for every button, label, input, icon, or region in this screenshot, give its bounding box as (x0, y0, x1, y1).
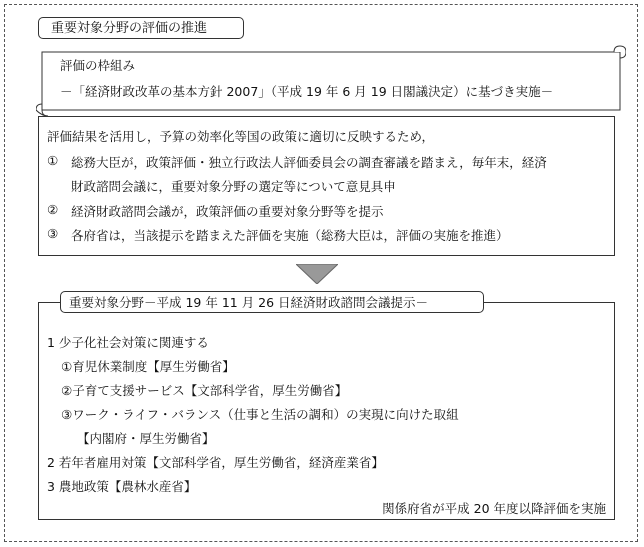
down-arrow-icon (296, 264, 338, 284)
framework-basis: －「経済財政改革の基本方針 2007」（平成 19 年 6 月 19 日閣議決定）に基づき実施－ (60, 84, 554, 99)
step-1-number: ① (47, 153, 59, 168)
area-item-2: 2 若年者雇用対策【文部科学省，厚生労働省，経済産業省】 (47, 455, 384, 470)
area-sub-1: ①育児休業制度【厚生労働省】 (61, 359, 235, 374)
process-intro: 評価結果を活用し，予算の効率化等国の政策に適切に反映するため， (47, 129, 435, 144)
scroll-shape (36, 44, 626, 116)
step-2-text: 経済財政諮問会議が，政策評価の重要対象分野等を提示 (71, 204, 384, 219)
areas-box (38, 302, 615, 520)
step-1-text: 総務大臣が，政策評価・独立行政法人評価委員会の調査審議を踏まえ，毎年末，経済 (71, 155, 547, 170)
framework-scroll-banner (36, 44, 626, 116)
areas-footnote: 関係府省が平成 20 年度以降評価を実施 (382, 501, 606, 516)
step-1-continuation: 財政諮問会議に，重要対象分野の選定等について意見具申 (71, 179, 396, 194)
step-3-text: 各府省は，当該提示を踏まえた評価を実施（総務大臣は，評価の実施を推進） (71, 228, 509, 243)
area-item-1: 1 少子化社会対策に関連する (47, 335, 209, 350)
step-2-number: ② (47, 202, 59, 217)
framework-heading: 評価の枠組み (60, 58, 136, 73)
area-item-3: 3 農地政策【農林水産省】 (47, 479, 197, 494)
areas-label: 重要対象分野－平成 19 年 11 月 26 日経済財政諮問会議提示－ (60, 291, 484, 313)
area-sub-2: ②子育て支援サービス【文部科学省，厚生労働省】 (61, 383, 348, 398)
area-sub-3-continuation: 【内閣府・厚生労働省】 (77, 431, 215, 446)
area-sub-3: ③ワーク・ライフ・バランス（仕事と生活の調和）の実現に向けた取組 (61, 407, 459, 422)
process-box (38, 116, 615, 256)
page-title: 重要対象分野の評価の推進 (38, 17, 244, 39)
step-3-number: ③ (47, 226, 59, 241)
